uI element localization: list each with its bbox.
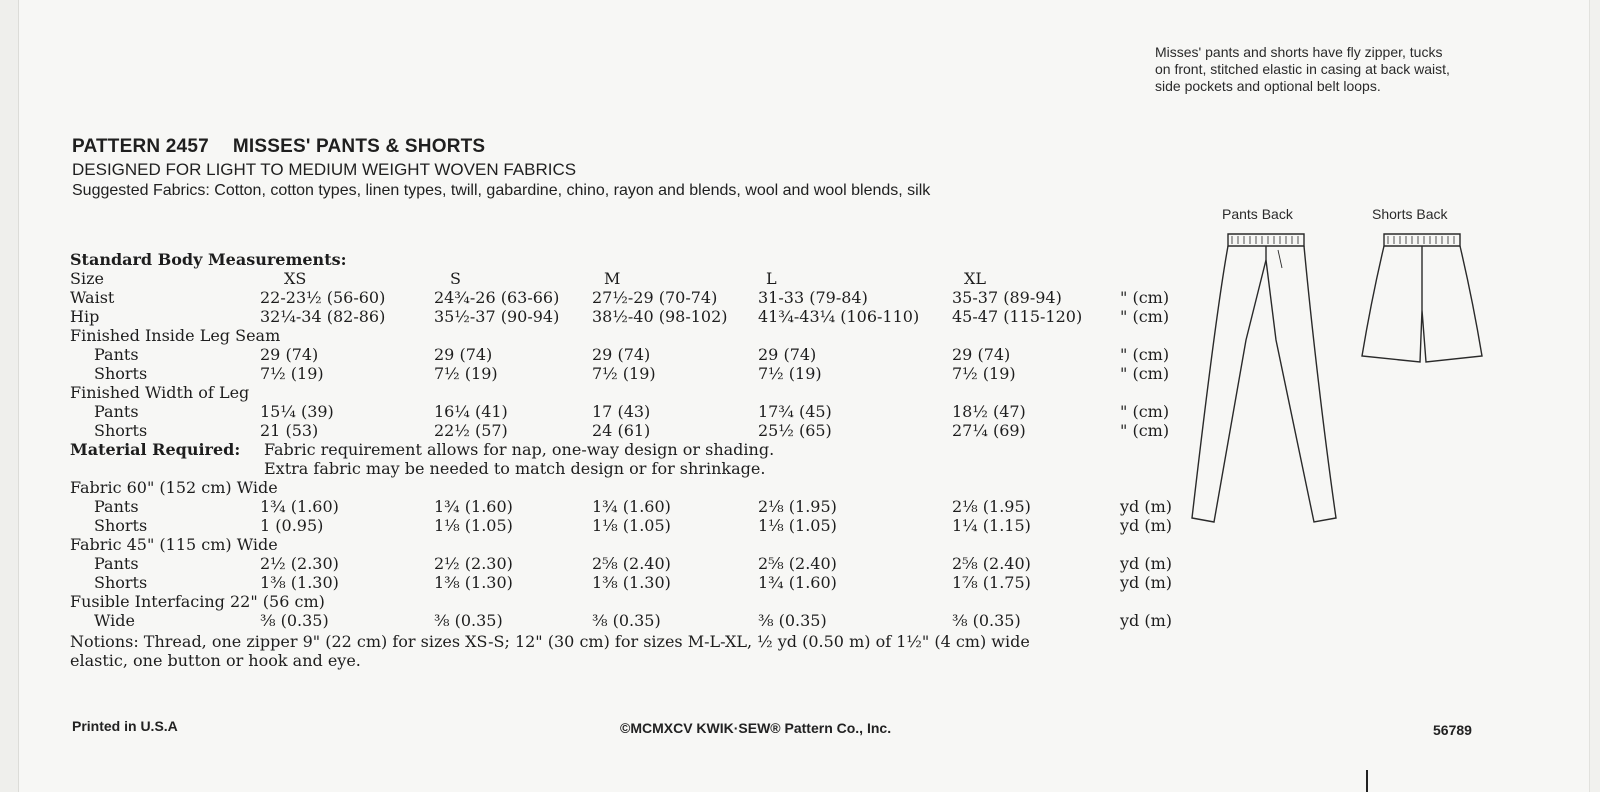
table-cell: ⅜ (0.35) [758,611,827,630]
hip-row [70,307,1170,326]
section-label: Fabric 60" (152 cm) Wide [70,478,278,497]
table-cell: 2½ (2.30) [260,554,339,573]
table-cell: 18½ (47) [952,402,1026,421]
table-cell: 7½ (19) [952,364,1016,383]
table-cell: 32¼-34 (82-86) [260,307,386,326]
table-cell: 31-33 (79-84) [758,288,868,307]
description-line: on front, stitched elastic in casing at back waist, [1155,61,1450,77]
width-leg-shorts-row [70,421,1170,440]
fabric45-pants-row [70,554,1173,573]
row-label: Pants [94,497,139,516]
catalog-number: 56789 [1433,722,1472,738]
table-cell: 1¾ (1.60) [260,497,339,516]
table-cell: 24¾-26 (63-66) [434,288,560,307]
notions-line: elastic, one button or hook and eye. [70,651,361,670]
table-cell: 45-47 (115-120) [952,307,1083,326]
table-cell: 2⅛ (1.95) [952,497,1031,516]
size-header: S [450,269,461,288]
pattern-description [1155,44,1555,95]
table-cell: ⅜ (0.35) [260,611,329,630]
table-cell: ⅜ (0.35) [434,611,503,630]
row-label: Waist [70,288,115,307]
table-cell: 1¾ (1.60) [758,573,837,592]
table-cell: 1⅜ (1.30) [592,573,671,592]
material-note: Extra fabric may be needed to match design or for shrinkage. [264,459,766,478]
row-label: Hip [70,307,100,326]
table-cell: 35½-37 (90-94) [434,307,560,326]
width-leg-pants-row [70,402,1170,421]
section-row [70,535,1170,554]
unit-cell: " (cm) [1120,345,1170,364]
section-label: Fabric 45" (115 cm) Wide [70,535,278,554]
registration-mark [1366,770,1368,792]
section-row [70,383,1170,402]
copyright: ©MCMXCV KWIK·SEW® Pattern Co., Inc. [620,720,892,736]
row-label: Pants [94,402,139,421]
row-label: Size [70,269,104,288]
table-cell: 17¾ (45) [758,402,832,421]
garment-drawings [1186,200,1516,540]
unit-cell: " (cm) [1120,307,1170,326]
page-right-edge [1589,0,1600,792]
unit-cell: " (cm) [1120,421,1170,440]
table-cell: 29 (74) [592,345,651,364]
table-cell: 1⅛ (1.05) [434,516,513,535]
table-heading-row [70,250,1170,269]
size-header: L [766,269,777,288]
table-cell: 1¼ (1.15) [952,516,1031,535]
table-cell: 41¾-43¼ (106-110) [758,307,920,326]
pattern-title [72,136,930,158]
material-row [70,459,1170,478]
interfacing-wide-row [70,611,1173,630]
table-cell: 2½ (2.30) [434,554,513,573]
row-label: Shorts [94,364,148,383]
table-cell: 15¼ (39) [260,402,334,421]
table-cell: 27¼ (69) [952,421,1026,440]
row-label: Pants [94,345,139,364]
notions-line: Notions: Thread, one zipper 9" (22 cm) for sizes XS-S; 12" (30 cm) for sizes M-L-XL, ½ yd (0.50 m) of 1½" (4 cm) wide [70,632,1030,651]
pants-back-label: Pants Back [1222,206,1293,222]
section-label: Fusible Interfacing 22" (56 cm) [70,592,325,611]
suggested-fabrics: Suggested Fabrics: Cotton, cotton types, linen types, twill, gabardine, chino, rayon and blends, wool and wool blends, silk [72,182,931,199]
material-heading: Material Required: [70,440,241,459]
table-cell: 2⅛ (1.95) [758,497,837,516]
table-cell: 24 (61) [592,421,651,440]
table-cell: 29 (74) [260,345,319,364]
row-label: Shorts [94,516,148,535]
unit-cell: " (cm) [1120,288,1170,307]
unit-cell: yd (m) [1120,611,1173,630]
material-row [70,440,1170,459]
table-cell: 7½ (19) [592,364,656,383]
table-cell: 1⅛ (1.05) [592,516,671,535]
section-row [70,326,1170,345]
table-cell: 2⅝ (2.40) [952,554,1031,573]
row-label: Pants [94,554,139,573]
unit-cell: yd (m) [1120,497,1173,516]
section-label: Finished Inside Leg Seam [70,326,281,345]
table-cell: 25½ (65) [758,421,832,440]
table-cell: 22½ (57) [434,421,508,440]
table-cell: 38½-40 (98-102) [592,307,728,326]
notions [70,632,1170,670]
section-label: Finished Width of Leg [70,383,250,402]
table-cell: 29 (74) [434,345,493,364]
unit-cell: " (cm) [1120,364,1170,383]
table-cell: 7½ (19) [434,364,498,383]
fabric45-shorts-row [70,573,1173,592]
table-cell: 16¼ (41) [434,402,508,421]
table-cell: 35-37 (89-94) [952,288,1062,307]
unit-cell: yd (m) [1120,516,1173,535]
designed-for: DESIGNED FOR LIGHT TO MEDIUM WEIGHT WOVEN FABRICS [72,160,577,179]
table-cell: 27½-29 (70-74) [592,288,718,307]
table-cell: 29 (74) [758,345,817,364]
garment-illustrations [1186,200,1516,540]
table-cell: 2⅝ (2.40) [758,554,837,573]
unit-cell: yd (m) [1120,554,1173,573]
measurement-table [70,250,1173,670]
page-left-edge [0,0,19,792]
fabric60-shorts-row [70,516,1173,535]
size-header: M [604,269,621,288]
table-cell: 1⅞ (1.75) [952,573,1031,592]
inside-leg-pants-row [70,345,1170,364]
table-cell: 2⅝ (2.40) [592,554,671,573]
waist-row [70,288,1170,307]
pattern-number: PATTERN 2457 [72,136,209,157]
shorts-back-label: Shorts Back [1372,206,1448,222]
unit-cell: yd (m) [1120,573,1173,592]
table-cell: 7½ (19) [260,364,324,383]
row-label: Shorts [94,421,148,440]
fabric60-pants-row [70,497,1173,516]
pattern-name: MISSES' PANTS & SHORTS [232,136,486,157]
table-cell: 1⅜ (1.30) [260,573,339,592]
table-cell: 29 (74) [952,345,1011,364]
shorts-back-drawing [1362,234,1482,362]
table-cell: 1¾ (1.60) [434,497,513,516]
table-cell: 1⅜ (1.30) [434,573,513,592]
size-row [70,269,1170,288]
table-cell: 1¾ (1.60) [592,497,671,516]
measurements-heading: Standard Body Measurements: [70,250,347,269]
unit-cell: " (cm) [1120,402,1170,421]
table-cell: 22-23½ (56-60) [260,288,386,307]
table-cell: 1⅛ (1.05) [758,516,837,535]
printed-in: Printed in U.S.A [72,718,178,734]
size-header: XL [964,269,987,288]
material-note: Fabric requirement allows for nap, one-way design or shading. [264,440,775,459]
table-cell: 17 (43) [592,402,651,421]
table-cell: 1 (0.95) [260,516,324,535]
row-label: Shorts [94,573,148,592]
description-line: side pockets and optional belt loops. [1155,78,1381,94]
pattern-header [72,136,930,200]
section-row [70,592,1170,611]
table-cell: ⅜ (0.35) [592,611,661,630]
table-cell: ⅜ (0.35) [952,611,1021,630]
pants-back-drawing [1192,234,1336,522]
section-row [70,478,1170,497]
table-cell: 7½ (19) [758,364,822,383]
description-line: Misses' pants and shorts have fly zipper, tucks [1155,44,1443,60]
inside-leg-shorts-row [70,364,1170,383]
row-label: Wide [94,611,135,630]
size-header: XS [284,269,307,288]
table-cell: 21 (53) [260,421,319,440]
